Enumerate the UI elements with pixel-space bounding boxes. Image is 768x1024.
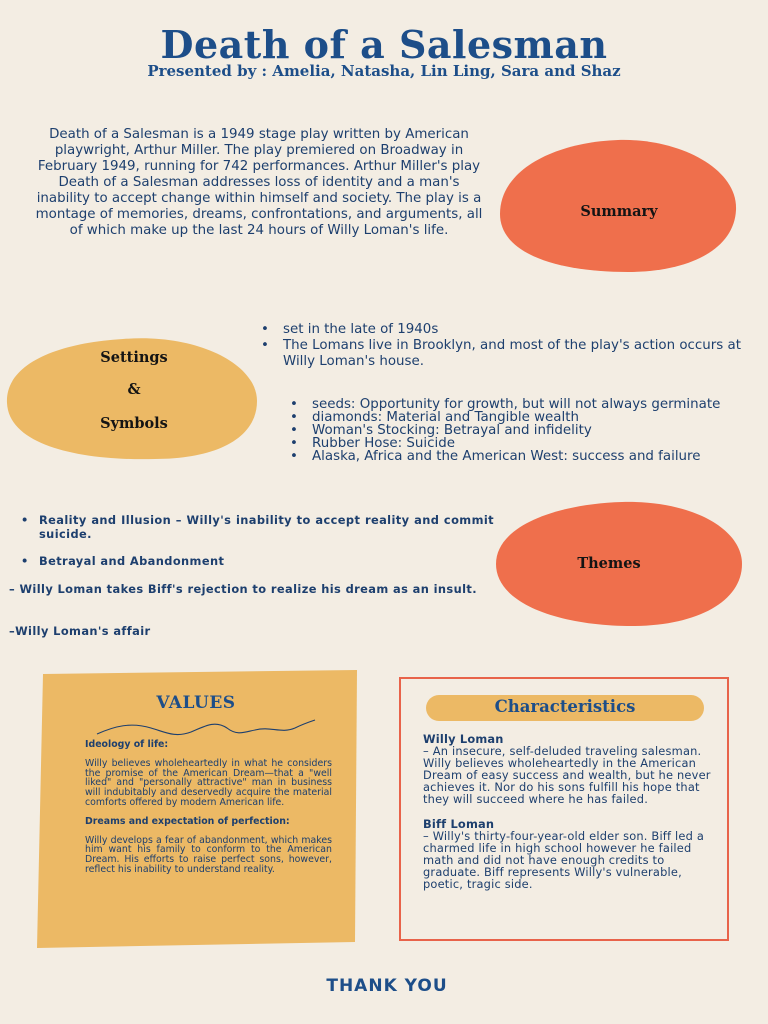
list-item: • The Lomans live in Brooklyn, and most of the play's action occurs at Willy Loman's house.	[283, 338, 743, 370]
themes-note: – Willy Loman takes Biff's rejection to realize his dream as an insult.	[9, 582, 477, 596]
list-item: • Betrayal and Abandonment	[39, 555, 494, 569]
summary-label: Summary	[580, 203, 658, 220]
ampersand-label: &	[127, 381, 141, 398]
values-subheading: Ideology of life:	[85, 739, 169, 750]
list-item: • Rubber Hose: Suicide	[312, 437, 752, 450]
themes-label: Themes	[577, 555, 641, 572]
list-item: • seeds: Opportunity for growth, but will not always germinate	[312, 398, 752, 411]
values-body	[85, 740, 332, 884]
thank-you-text: THANK YOU	[326, 976, 448, 996]
settings-label: Settings	[100, 349, 168, 366]
values-paragraph: Willy develops a fear of abandonment, which makes him want his family to conform to the American Dream. His efforts to raise perfect sons, however, reflect his inability to understand reality.	[85, 834, 332, 875]
values-paragraph: Willy believes wholeheartedly in what he considers the promise of the American Dream—that a "well liked" and "personally attractive" man in business will indubitably and deservedly acquire the material comforts offered by modern American life.	[85, 757, 332, 808]
values-heading: VALUES	[156, 693, 236, 713]
themes-note: –Willy Loman's affair	[9, 624, 151, 638]
character-name: Biff Loman	[423, 816, 495, 831]
character-name: Willy Loman	[423, 732, 504, 746]
character-description: – Willy's thirty-four-year-old elder son. Biff led a charmed life in high school however he failed math and did not have enough credits to graduate. Biff represents Willy's vulnerable, poetic, tragic side.	[423, 828, 705, 892]
page-title: Death of a Salesman	[160, 22, 608, 67]
values-subheading: Dreams and expectation of perfection:	[85, 815, 290, 827]
list-item: • set in the late of 1940s	[283, 322, 743, 338]
character-description: – An insecure, self-deluded traveling salesman. Willy believes wholeheartedly in the American Dream of easy success and wealth, but he never achieves it. Nor do his sons fulfill his hope that they will succeed where he has failed.	[423, 744, 711, 807]
list-item: • Reality and Illusion – Willy's inability to accept reality and commit suicide.	[39, 514, 494, 541]
summary-text: Death of a Salesman is a 1949 stage play written by American playwright, Arthur Miller. The play premiered on Broadway in February 1949, running for 742 performances. Arthur Miller's play Death of a Salesman addresses loss of identity and a man's inability to accept change within himself and society. The play is a montage of memories, dreams, confrontations, and arguments, all of which make up the last 24 hours of Willy Loman's life.	[35, 127, 483, 238]
symbols-list	[312, 398, 752, 463]
characteristics-heading: Characteristics	[494, 697, 636, 716]
list-item: • diamonds: Material and Tangible wealth	[312, 411, 752, 424]
characteristics-body	[423, 733, 713, 902]
squiggle-divider	[95, 718, 319, 740]
list-item: • Alaska, Africa and the American West: success and failure	[312, 450, 752, 463]
themes-list	[39, 514, 494, 583]
list-item: • Woman's Stocking: Betrayal and infidelity	[312, 424, 752, 437]
symbols-label: Symbols	[100, 415, 168, 432]
presenters-line: Presented by : Amelia, Natasha, Lin Ling, Sara and Shaz	[147, 62, 621, 80]
settings-list	[283, 322, 743, 370]
